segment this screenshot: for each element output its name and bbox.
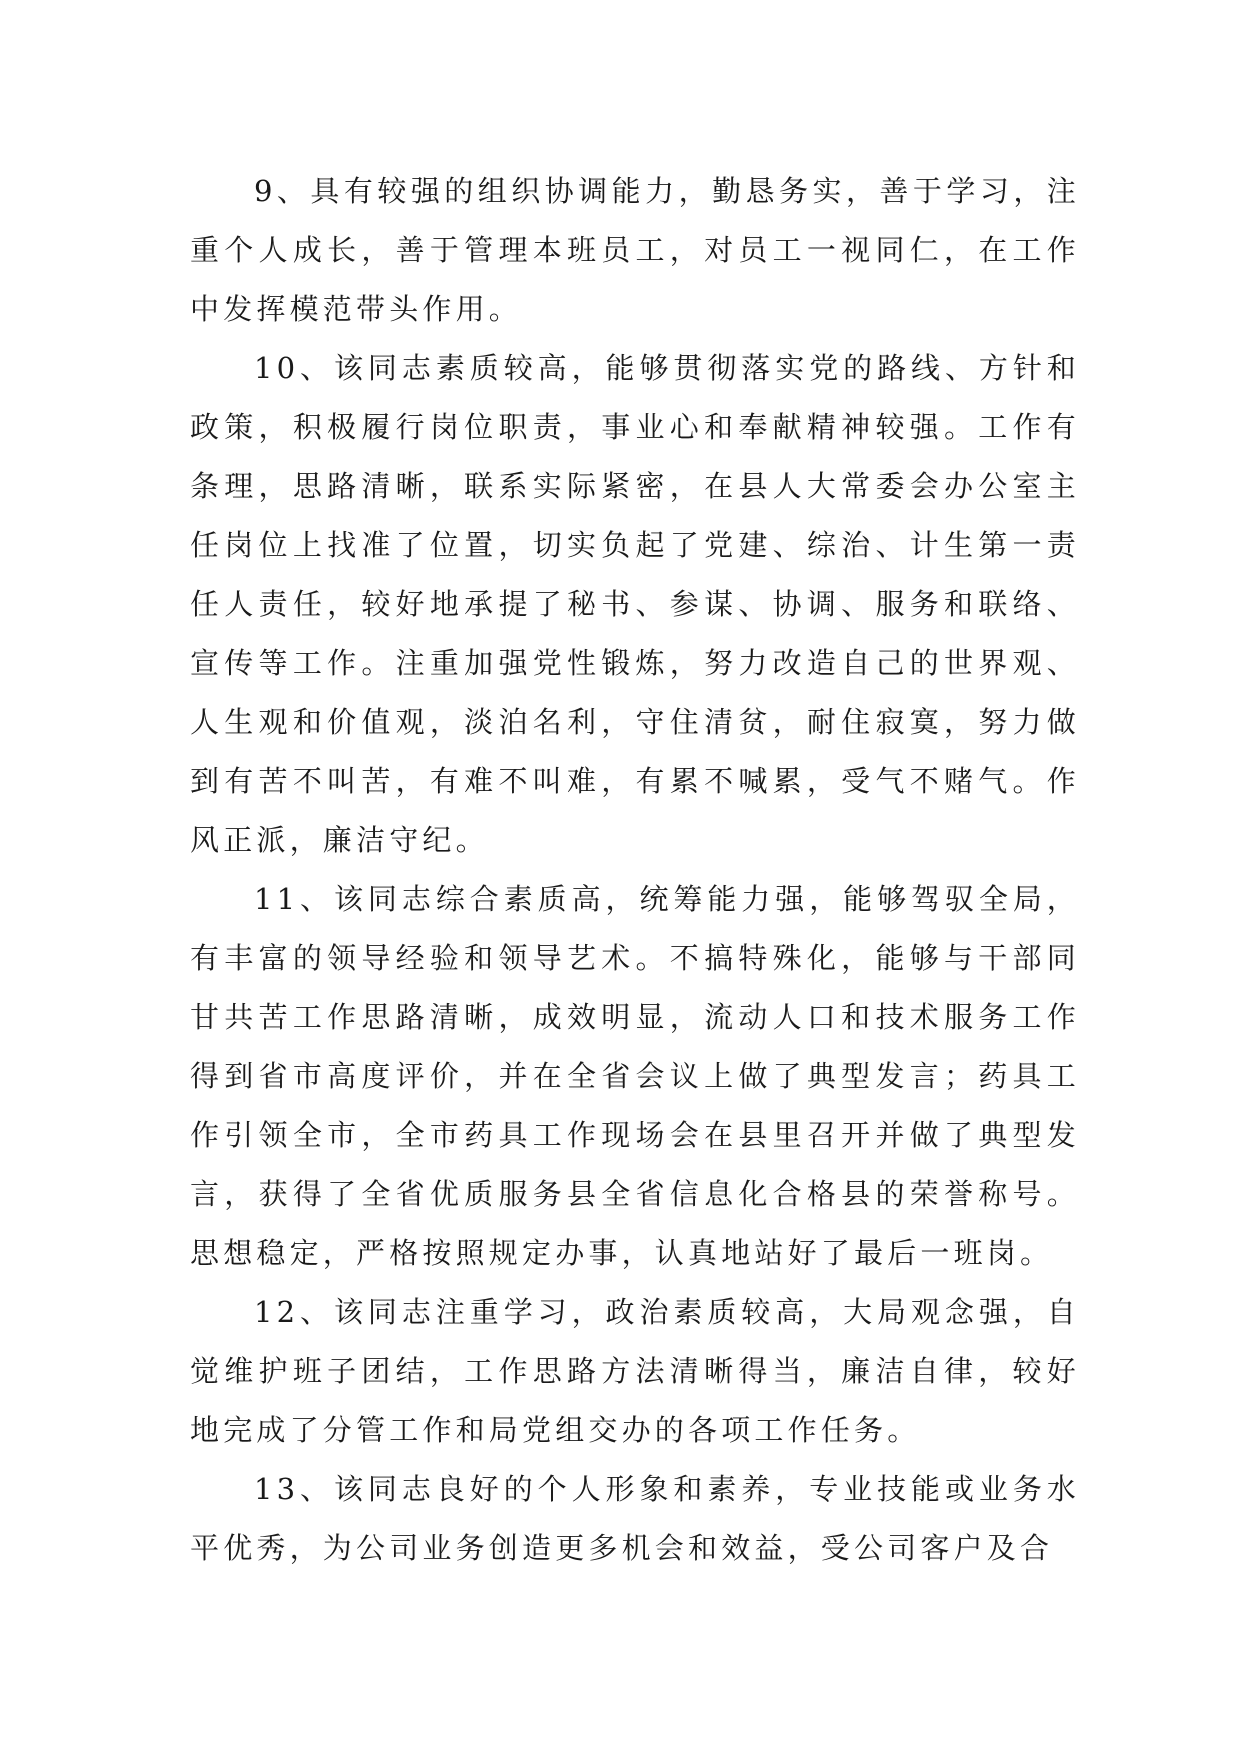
paragraph-13: 13、该同志良好的个人形象和素养，专业技能或业务水平优秀，为公司业务创造更多机会和效益，受公司客户及合 bbox=[190, 1472, 1080, 1565]
paragraph-12: 12、该同志注重学习，政治素质较高，大局观念强，自觉维护班子团结，工作思路方法清晰得当，廉洁自律，较好地完成了分管工作和局党组交办的各项工作任务。 bbox=[190, 1295, 1080, 1447]
paragraph-10: 10、该同志素质较高，能够贯彻落实党的路线、方针和政策，积极履行岗位职责，事业心和奉献精神较强。工作有条理，思路清晰，联系实际紧密，在县人大常委会办公室主任岗位上找准了位置，切实负起了党建、综治、计生第一责任人责任，较好地承提了秘书、参谋、协调、服务和联络、宣传等工作。注重加强党性锻炼，努力改造自己的世界观、人生观和价值观，淡泊名利，守住清贫，耐住寂寞，努力做到有苦不叫苦，有难不叫难，有累不喊累，受气不赌气。作风正派，廉洁守纪。 bbox=[190, 351, 1080, 857]
document-body bbox=[190, 162, 1080, 1578]
paragraph-11: 11、该同志综合素质高，统筹能力强，能够驾驭全局，有丰富的领导经验和领导艺术。不搞特殊化，能够与干部同甘共苦工作思路清晰，成效明显，流动人口和技术服务工作得到省市高度评价，并在全省会议上做了典型发言；药具工作引领全市，全市药具工作现场会在县里召开并做了典型发言，获得了全省优质服务县全省信息化合格县的荣誉称号。思想稳定，严格按照规定办事，认真地站好了最后一班岗。 bbox=[190, 882, 1080, 1270]
paragraph-9: 9、具有较强的组织协调能力，勤恳务实，善于学习，注重个人成长，善于管理本班员工，对员工一视同仁，在工作中发挥模范带头作用。 bbox=[190, 174, 1080, 326]
